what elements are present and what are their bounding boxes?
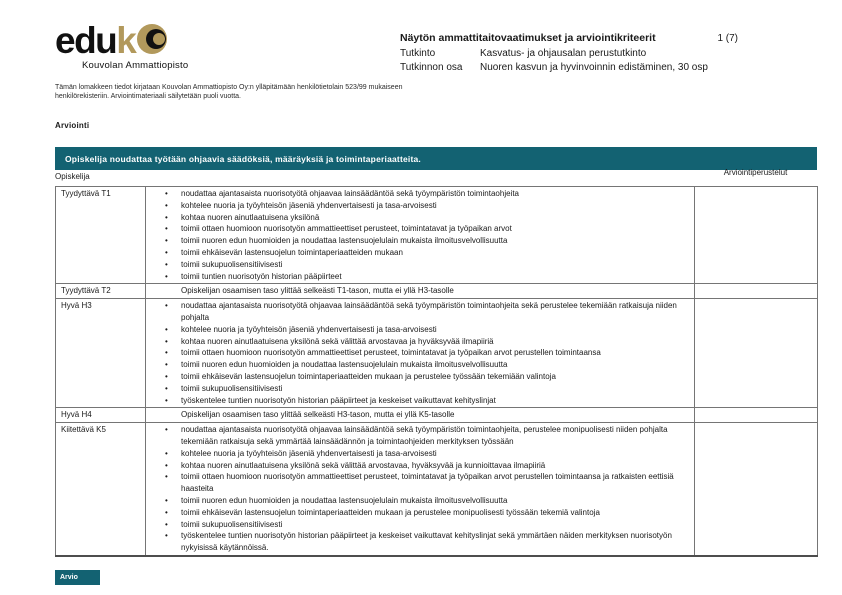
criteria-bullet: • toimii nuoren edun huomioiden ja noudattaa lastensuojelulain mukaista ilmoitusvelvollisuutta bbox=[180, 359, 688, 371]
criteria-cell bbox=[146, 408, 695, 423]
table-row bbox=[56, 408, 818, 423]
criteria-bullet: • kohtaa nuoren ainutlaatuisena yksilönä sekä välittää arvostavaa ja hyväksyvää ilmapiiriä bbox=[180, 336, 688, 348]
privacy-note: Tämän lomakkeen tiedot kirjataan Kouvolan Ammattiopisto Oy:n ylläpitämään henkilötietolain 523/99 mukaiseen henkilörekisteriin. Arviointimateriaali säilytetään puoli vuotta. bbox=[55, 84, 403, 100]
criteria-bullet: • työskentelee tuntien nuorisotyön historian pääpiirteet ja keskeiset vaikuttavat kehityslinjat sekä ymmärtäen näiden merkityksen nuorisotyön nykyisissä käytännöissä. bbox=[180, 530, 688, 554]
criteria-bullet: • toimii nuoren edun huomioiden ja noudattaa lastensuojelulain mukaista ilmoitusvelvollisuutta bbox=[180, 495, 688, 507]
footer-banner: Arvio bbox=[55, 570, 100, 585]
criteria-cell bbox=[146, 284, 695, 299]
table-row bbox=[56, 284, 818, 299]
document-title: Näytön ammattitaitovaatimukset ja arviointikriteerit bbox=[400, 32, 656, 44]
criteria-bullet: • toimii ottaen huomioon nuorisotyön ammattieettiset perusteet, toimintatavat ja työpaikan arvot perustellen toimintaansa ja ratkaisten eettisiä haasteita bbox=[180, 471, 688, 495]
criteria-bullet: • toimii sukupuolisensitiivisesti bbox=[180, 259, 688, 271]
eduko-logo bbox=[55, 20, 188, 71]
criteria-bullet: • toimii ehkäisevän lastensuojelun toimintaperiaatteiden mukaan ja perustelee monipuolisesti työssään tekemiä valintoja bbox=[180, 507, 688, 519]
justification-cell bbox=[695, 284, 818, 299]
logo-text-black: edu bbox=[55, 20, 117, 61]
criteria-cell bbox=[146, 299, 695, 408]
criteria-bullet: • toimii sukupuolisensitiivisesti bbox=[180, 383, 688, 395]
criteria-bullet: • kohtelee nuoria ja työyhteisön jäseniä yhdenvertaisesti ja tasa-arvoisesti bbox=[180, 200, 688, 212]
table-row bbox=[56, 423, 818, 556]
field-tutkinnon-osa-value: Nuoren kasvun ja hyvinvoinnin edistäminen, 30 osp bbox=[480, 62, 708, 73]
criteria-bullet: • toimii sukupuolisensitiivisesti bbox=[180, 519, 688, 531]
field-tutkinnon-osa bbox=[400, 62, 738, 73]
document-header bbox=[400, 32, 738, 73]
criteria-cell bbox=[146, 187, 695, 284]
grade-label: Kiitettävä K5 bbox=[56, 423, 146, 556]
criteria-bullet-list bbox=[146, 300, 688, 406]
grade-label: Hyvä H4 bbox=[56, 408, 146, 423]
grade-label: Hyvä H3 bbox=[56, 299, 146, 408]
column-label-opiskelija: Opiskelija bbox=[55, 172, 90, 181]
criteria-table-body bbox=[56, 187, 818, 556]
criteria-bullet: • toimii nuoren edun huomioiden ja noudattaa lastensuojelulain mukaista ilmoitusvelvollisuutta bbox=[180, 235, 688, 247]
criteria-bullet: • kohtelee nuoria ja työyhteisön jäseniä yhdenvertaisesti ja tasa-arvoisesti bbox=[180, 324, 688, 336]
justification-cell bbox=[695, 423, 818, 556]
table-row bbox=[56, 299, 818, 408]
criteria-bullet: • kohtaa nuoren ainutlaatuisena yksilönä bbox=[180, 212, 688, 224]
field-tutkinnon-osa-label: Tutkinnon osa bbox=[400, 62, 463, 73]
grade-label: Tyydyttävä T1 bbox=[56, 187, 146, 284]
criteria-table bbox=[55, 186, 818, 557]
criteria-bullet: • työskentelee tuntien nuorisotyön historian pääpiirteet ja keskeiset vaikuttavat kehityslinjat bbox=[180, 395, 688, 407]
criteria-bullet: • noudattaa ajantasaista nuorisotyötä ohjaavaa lainsäädäntöä sekä työympäristön toimintaohjeita, perustelee monipuolisesti niiden pohjalta tekemiään ratkaisuja sekä ymmärtää lainsäädännön ja toimintaohjeiden merkityksen työssään bbox=[180, 424, 688, 448]
page-number: 1 (7) bbox=[717, 33, 738, 44]
criteria-bullet: • toimii ottaen huomioon nuorisotyön ammattieettiset perusteet, toimintatavat ja työpaikan arvot bbox=[180, 223, 688, 235]
criteria-bullet: • toimii ehkäisevän lastensuojelun toimintaperiaatteiden mukaan bbox=[180, 247, 688, 259]
grade-label: Tyydyttävä T2 bbox=[56, 284, 146, 299]
table-row bbox=[56, 187, 818, 284]
criteria-level-text: Opiskelijan osaamisen taso ylittää selkeästi H3-tason, mutta ei yllä K5-tasolle bbox=[181, 410, 455, 420]
logo-text-gold: k bbox=[116, 20, 136, 61]
criteria-level-text: Opiskelijan osaamisen taso ylittää selkeästi T1-tason, mutta ei yllä H3-tasolle bbox=[181, 286, 454, 296]
criteria-bullet-list bbox=[146, 188, 688, 282]
field-tutkinto-value: Kasvatus- ja ohjausalan perustutkinto bbox=[480, 47, 647, 59]
justification-cell bbox=[695, 299, 818, 408]
justification-cell bbox=[695, 187, 818, 284]
logo-subtitle: Kouvolan Ammattiopisto bbox=[82, 60, 189, 71]
criteria-bullet: • toimii ottaen huomioon nuorisotyön ammattieettiset perusteet, toimintatavat ja työpaikan arvot perustellen toimintaansa bbox=[180, 347, 688, 359]
criteria-bullet: • kohtaa nuoren ainutlaatuisena yksilönä sekä välittää arvostavaa, hyväksyvää ja kunnioittavaa ilmapiiriä bbox=[180, 460, 688, 472]
section-heading: Arviointi bbox=[55, 121, 90, 130]
criteria-bullet: • toimii tuntien nuorisotyön historian pääpiirteet bbox=[180, 271, 688, 283]
field-tutkinto-label: Tutkinto bbox=[400, 47, 436, 59]
column-label-arviointiperustelut: Arviointiperustelut bbox=[723, 168, 788, 177]
field-tutkinto bbox=[400, 48, 738, 59]
eduko-logo-wordmark bbox=[55, 20, 188, 62]
criteria-bullet: • kohtelee nuoria ja työyhteisön jäseniä yhdenvertaisesti ja tasa-arvoisesti bbox=[180, 448, 688, 460]
criteria-bullet: • toimii ehkäisevän lastensuojelun toimintaperiaatteiden mukaan ja perustelee työssään tekemiään valintoja bbox=[180, 371, 688, 383]
eduko-o-mark-icon bbox=[136, 23, 168, 62]
criteria-bullet: • noudattaa ajantasaista nuorisotyötä ohjaavaa lainsäädäntöä sekä työympäristön toimintaohjeita bbox=[180, 188, 688, 200]
criteria-bullet: • noudattaa ajantasaista nuorisotyötä ohjaavaa lainsäädäntöä sekä työympäristön toimintaohjeita sekä perustelee tekemiään ratkaisuja niiden pohjalta bbox=[180, 300, 688, 324]
criteria-cell bbox=[146, 423, 695, 556]
justification-cell bbox=[695, 408, 818, 423]
criteria-bullet-list bbox=[146, 424, 688, 554]
criteria-banner: Opiskelija noudattaa työtään ohjaavia säädöksiä, määräyksiä ja toimintaperiaatteita. bbox=[55, 147, 817, 170]
